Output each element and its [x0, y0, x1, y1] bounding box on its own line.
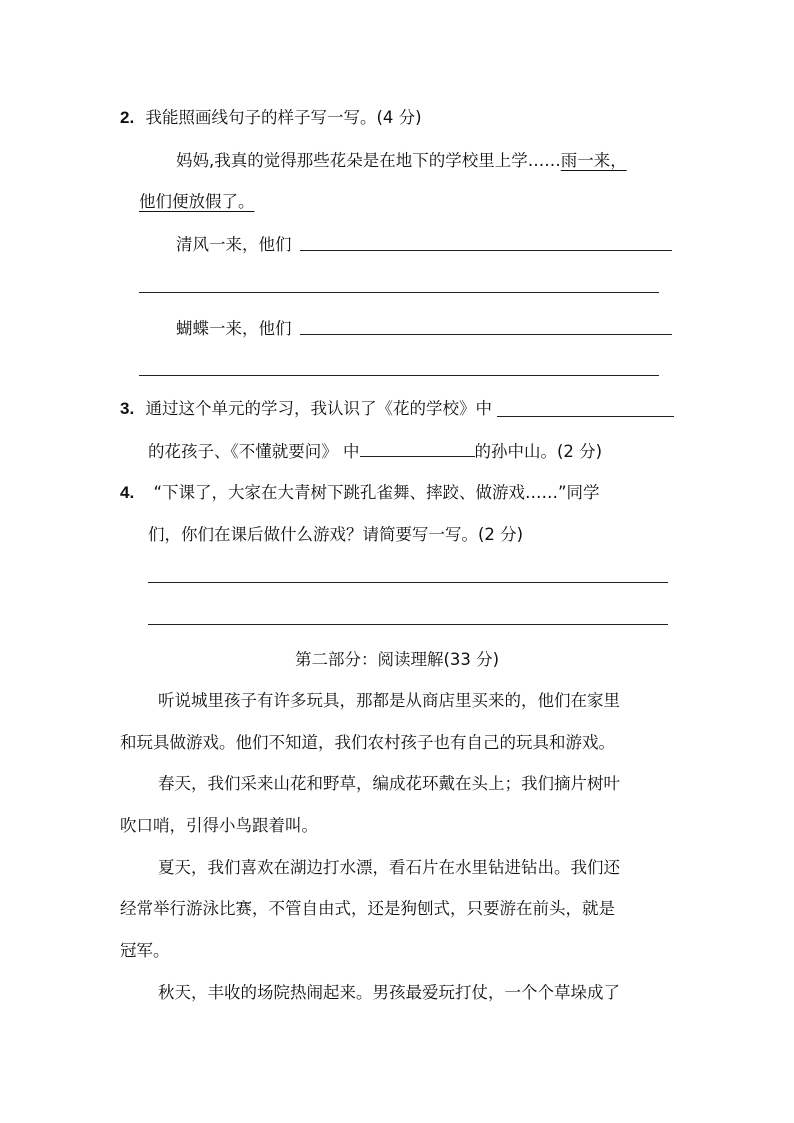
- example-sentence-line-2: [139, 191, 255, 213]
- answer-blank-2a[interactable]: [300, 334, 672, 335]
- question-number: 2.: [120, 108, 135, 127]
- answer-blank-2b[interactable]: [139, 375, 659, 376]
- question-4-text-2: 们，你们在课后做什么游戏？请简要写一写。(2 分): [148, 525, 524, 544]
- question-2-prompt-line: [120, 107, 422, 129]
- answer-blank-q4b[interactable]: [148, 624, 668, 625]
- passage-line: 和玩具做游戏。他们不知道，我们农村孩子也有自己的玩具和游戏。: [120, 733, 615, 752]
- answer-blank-q3b[interactable]: [360, 440, 475, 457]
- answer-item-2-label: 蝴蝶一来，他们: [176, 319, 292, 338]
- question-3-text-1: 通过这个单元的学习，我认识了《花的学校》中: [145, 399, 492, 418]
- question-3-line-1: [120, 398, 492, 420]
- passage-line: 吹口哨，引得小鸟跟着叫。: [120, 816, 318, 835]
- underlined-example-part-1: 雨一来，: [560, 151, 627, 170]
- answer-blank-q3a[interactable]: [497, 416, 674, 417]
- passage-line: 听说城里孩子有许多玩具，那都是从商店里买来的，他们在家里: [158, 691, 620, 710]
- question-number: 4.: [120, 483, 135, 502]
- example-sentence-line-1: [176, 150, 627, 172]
- passage-line: 春天，我们采来山花和野草，编成花环戴在头上；我们摘片树叶: [158, 774, 620, 793]
- answer-blank-q4a[interactable]: [148, 582, 668, 583]
- answer-item-2: [176, 318, 292, 340]
- example-sentence-text: 妈妈,我真的觉得那些花朵是在地下的学校里上学……: [176, 151, 561, 170]
- answer-blank-1b[interactable]: [139, 292, 659, 293]
- question-4-line-2: [148, 524, 523, 546]
- question-3-text-2: 的花孩子、《不懂就要问》 中: [148, 442, 360, 461]
- answer-item-1: [176, 234, 292, 256]
- passage-line: 经常举行游泳比赛，不管自由式，还是狗刨式，只要游在前头，就是: [120, 899, 615, 918]
- question-3-text-3: 的孙中山。(2 分): [474, 442, 603, 461]
- question-prompt: 我能照画线句子的样子写一写。(4 分): [145, 108, 422, 127]
- question-3-line-2: [148, 440, 602, 463]
- passage-line: 夏天，我们喜欢在湖边打水漂，看石片在水里钻进钻出。我们还: [158, 858, 620, 877]
- question-number: 3.: [120, 399, 135, 418]
- passage-line: 秋天，丰收的场院热闹起来。男孩最爱玩打仗，一个个草垛成了: [158, 983, 620, 1002]
- answer-blank-1a[interactable]: [300, 250, 672, 251]
- section-heading: 第二部分：阅读理解(33 分): [294, 650, 500, 669]
- question-4-line-1: [120, 482, 600, 504]
- passage-line: 冠军。: [120, 941, 170, 960]
- underlined-example-part-2: 他们便放假了。: [139, 192, 255, 211]
- answer-item-1-label: 清风一来，他们: [176, 235, 292, 254]
- question-4-text-1: “下课了，大家在大青树下跳孔雀舞、摔跤、做游戏……”同学: [153, 483, 600, 502]
